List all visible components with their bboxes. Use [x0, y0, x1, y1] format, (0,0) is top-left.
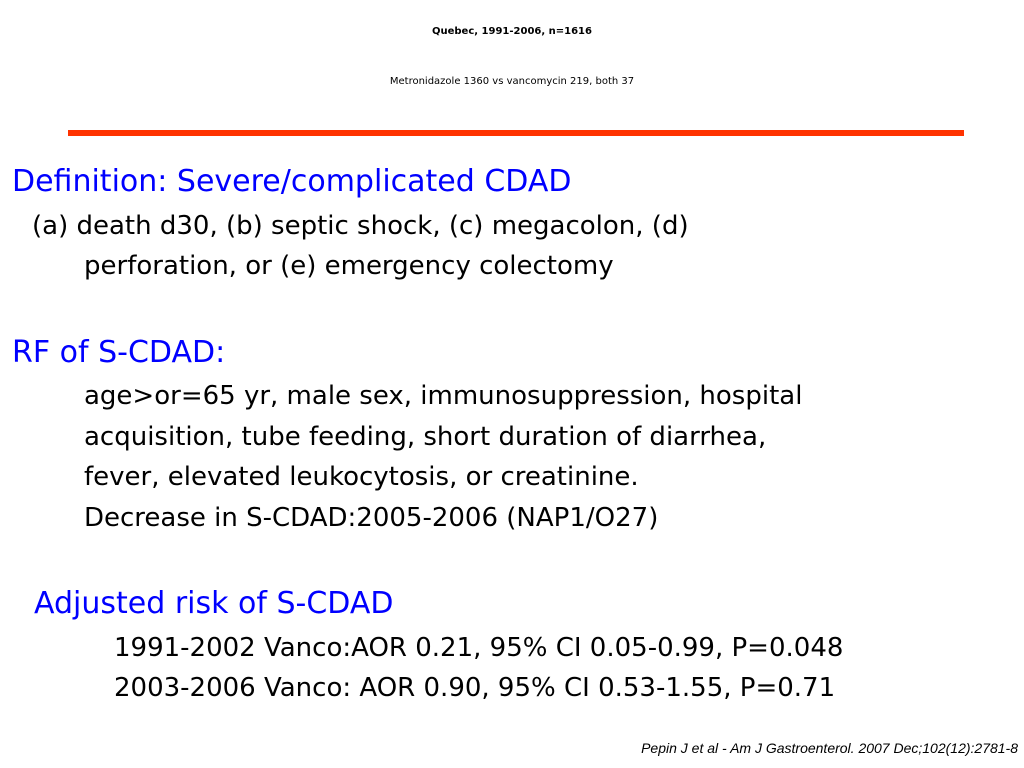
slide-subtitle: Metronidazole 1360 vs vancomycin 219, both 37 — [389, 76, 635, 87]
adjusted-risk-heading: Adjusted risk of S-CDAD — [34, 586, 394, 621]
definition-line-1: (a) death d30, (b) septic shock, (c) megacolon, (d) — [32, 211, 689, 241]
definition-heading: Definition: Severe/complicated CDAD — [12, 164, 572, 199]
adjusted-risk-line-1: 1991-2002 Vanco:AOR 0.21, 95% CI 0.05-0.99, P=0.048 — [114, 633, 844, 663]
adjusted-risk-line-2: 2003-2006 Vanco: AOR 0.90, 95% CI 0.53-1.55, P=0.71 — [114, 673, 836, 703]
title-divider — [68, 130, 964, 136]
risk-factors-line-4: Decrease in S-CDAD:2005-2006 (NAP1/O27) — [84, 503, 659, 533]
risk-factors-line-1: age>or=65 yr, male sex, immunosuppression, hospital — [84, 381, 803, 411]
risk-factors-line-2: acquisition, tube feeding, short duration of diarrhea, — [84, 422, 767, 452]
definition-line-2: perforation, or (e) emergency colectomy — [84, 251, 614, 281]
risk-factors-line-3: fever, elevated leukocytosis, or creatinine. — [84, 462, 639, 492]
risk-factors-heading: RF of S-CDAD: — [12, 335, 226, 370]
slide-title: Quebec, 1991-2006, n=1616 — [432, 26, 592, 37]
citation: Pepin J et al - Am J Gastroenterol. 2007 Dec;102(12):2781-8 — [641, 740, 1018, 756]
